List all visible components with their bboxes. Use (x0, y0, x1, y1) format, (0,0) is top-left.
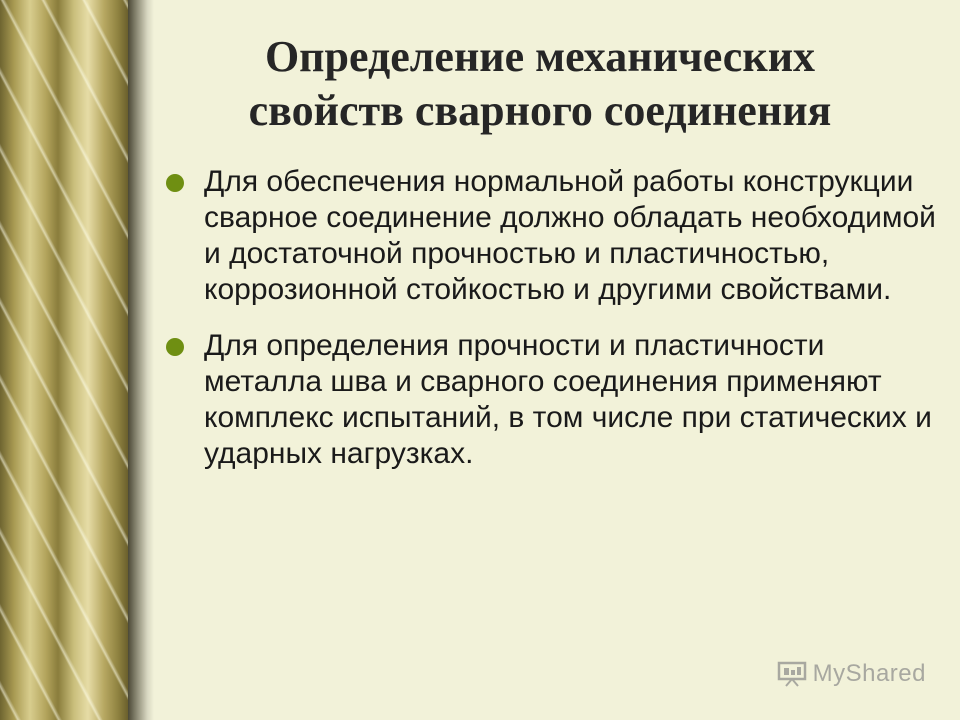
presentation-screen-icon (777, 661, 807, 687)
slide-title (160, 30, 920, 138)
bullet-dot-icon (166, 174, 184, 192)
bullet-item (166, 328, 936, 472)
slide-title-line-1: Определение механических (264, 32, 816, 81)
bullet-list (166, 164, 936, 492)
decorative-gold-strip (0, 0, 128, 720)
bullet-text: Для определения прочности и пластичности металла шва и сварного соединения применяют комплекс испытаний, в том числе при статических и ударных нагрузках. (204, 329, 932, 470)
strip-shadow (128, 0, 154, 720)
bullet-text: Для обеспечения нормальной работы конструкции сварное соединение должно обладать необходимой и достаточной прочностью и пластичностью, коррозионной стойкостью и другими свойствами. (204, 165, 936, 306)
myshared-watermark (777, 660, 926, 688)
bullet-item (166, 164, 936, 308)
slide-title-line-2: свойств сварного соединения (248, 86, 832, 135)
watermark-text: MyShared (812, 660, 926, 687)
bullet-dot-icon (166, 338, 184, 356)
